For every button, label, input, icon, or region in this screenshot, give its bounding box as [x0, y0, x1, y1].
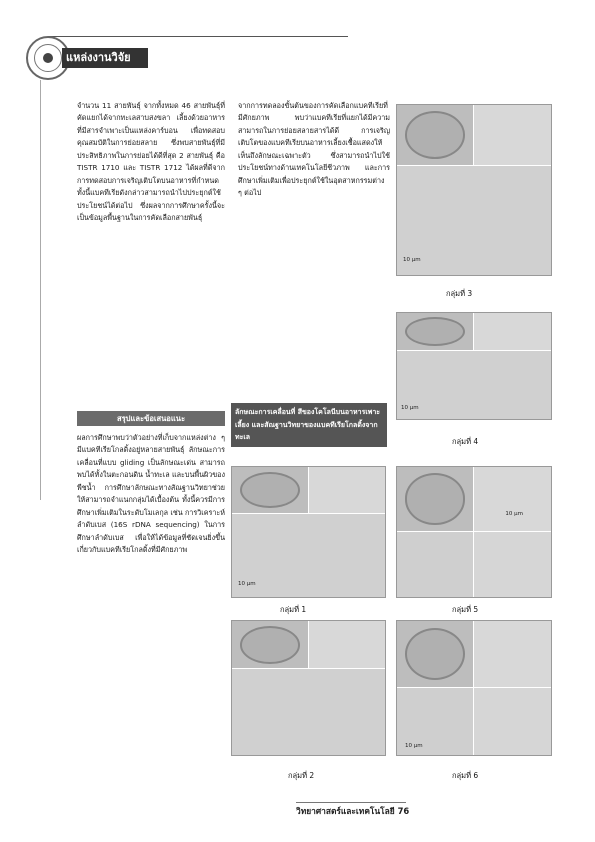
figure-group-6 [396, 620, 552, 756]
header-dot [43, 53, 53, 63]
micrograph-image [309, 467, 386, 514]
micrograph-large-image [232, 669, 385, 755]
micrograph-image [474, 532, 551, 597]
figure-group-1 [231, 466, 386, 598]
margin-rule [40, 80, 41, 500]
paragraph: ผลการศึกษาพบว่าตัวอย่างที่เก็บจากแหล่งต่าง ๆ มีแบคทีเรียโกลดิ้งอยู่หลายสายพันธุ์ ลักษณะการเคลื่อนที่แบบ gliding เป็นลักษณะเด่น สามารถพบได้ทั้งในตะกอนดิน น้ำทะเล และบนพื้นผิวของพืชน้ำ การศึกษาลักษณะทางสัณฐานวิทยาช่วยให้สามารถจำแนกกลุ่มได้เบื้องต้น ทั้งนี้ควรมีการศึกษาเพิ่มเติมในระดับโมเลกุล เช่น การวิเคราะห์ลำดับเบส (16S rDNA sequencing) ในการศึกษาลำดับเบส เพื่อให้ได้ข้อมูลที่ชัดเจนยิ่งขึ้นเกี่ยวกับแบคทีเรียโกลดิ้งที่มีศักยภาพ [77, 433, 225, 555]
micrograph-image [397, 532, 474, 597]
figure-caption: กลุ่มที่ 4 [452, 437, 479, 446]
header-rule [48, 36, 348, 37]
section-heading: สรุปและข้อเสนอแนะ [77, 411, 225, 426]
figure-group-5 [396, 466, 552, 598]
petri-dish-image [397, 105, 474, 166]
micrograph-large-image [397, 351, 551, 419]
petri-dish-image [232, 621, 309, 669]
micrograph-image [474, 105, 551, 166]
micrograph-image [474, 467, 551, 532]
petri-dish-image [397, 621, 474, 688]
petri-dish-image [397, 313, 474, 351]
petri-dish-image [232, 467, 309, 514]
micrograph-image [309, 621, 386, 669]
micrograph-image [474, 688, 551, 755]
figure-caption: กลุ่มที่ 1 [280, 605, 307, 614]
figure-group-4 [396, 312, 552, 420]
figure-group-2 [231, 620, 386, 756]
paragraph: จากการทดลองขั้นต้นของการคัดเลือกแบคทีเรียที่มีศักยภาพ พบว่าแบคทีเรียที่แยกได้มีความสามารถในการย่อยสลายสารได้ดี การเจริญเติบโตของแบคทีเรียบนอาหารเลี้ยงเชื้อแสดงให้เห็นถึงลักษณะเฉพาะตัว ซึ่งสามารถนำไปใช้ประโยชน์ทางด้านเทคโนโลยีชีวภาพ และการศึกษาเพิ่มเติมเพื่อประยุกต์ใช้ในอุตสาหกรรมต่าง ๆ ต่อไป [238, 101, 390, 198]
figure-caption: กลุ่มที่ 6 [452, 771, 479, 780]
footer-rule [296, 802, 406, 803]
section-title: แหล่งงานวิจัย [62, 48, 148, 68]
micrograph-image [474, 621, 551, 688]
scale-bar-label: 10 µm [505, 511, 523, 517]
figure-caption: กลุ่มที่ 2 [288, 771, 315, 780]
petri-dish-image [397, 467, 474, 532]
body-text-col2 [238, 100, 390, 200]
body-text-col1b [77, 432, 225, 557]
scale-bar-label: 10 µm [401, 405, 419, 411]
scale-bar-label: 10 µm [238, 581, 256, 587]
figure-caption: กลุ่มที่ 3 [446, 289, 473, 298]
scale-bar-label: 10 µm [403, 257, 421, 263]
body-text-col1 [77, 100, 225, 225]
figure-box-heading: ลักษณะการเคลื่อนที่ สีของโคโลนีบนอาหารเพาะเลี้ยง และสัณฐานวิทยาของแบคทีเรียโกลดิ้งจากทะเล [231, 403, 387, 447]
scale-bar-label: 10 µm [405, 743, 423, 749]
micrograph-image [474, 313, 551, 351]
paragraph: จำนวน 11 สายพันธุ์ จากทั้งหมด 46 สายพันธุ์ที่คัดแยกได้จากทะเลสาบสงขลา เลี้ยงด้วยอาหารที่มีสารจำเพาะเป็นแหล่งคาร์บอน เพื่อทดสอบคุณสมบัติในการย่อยสลาย ซึ่งพบสายพันธุ์ที่มีประสิทธิภาพในการย่อยได้ดีที่สุด 2 สายพันธุ์ คือ TISTR 1710 และ TISTR 1712 ได้ผลที่ดีจากการทดสอบการเจริญเติบโตบนอาหารที่กำหนด ทั้งนี้แบคทีเรียดังกล่าวสามารถนำไปประยุกต์ใช้ประโยชน์ได้ต่อไป ซึ่งผลจากการศึกษาครั้งนี้จะเป็นข้อมูลพื้นฐานในการคัดเลือกสายพันธุ์ [77, 101, 225, 223]
page-footer: วิทยาศาสตร์และเทคโนโลยี 76 [296, 806, 410, 816]
figure-group-3 [396, 104, 552, 276]
figure-caption: กลุ่มที่ 5 [452, 605, 479, 614]
